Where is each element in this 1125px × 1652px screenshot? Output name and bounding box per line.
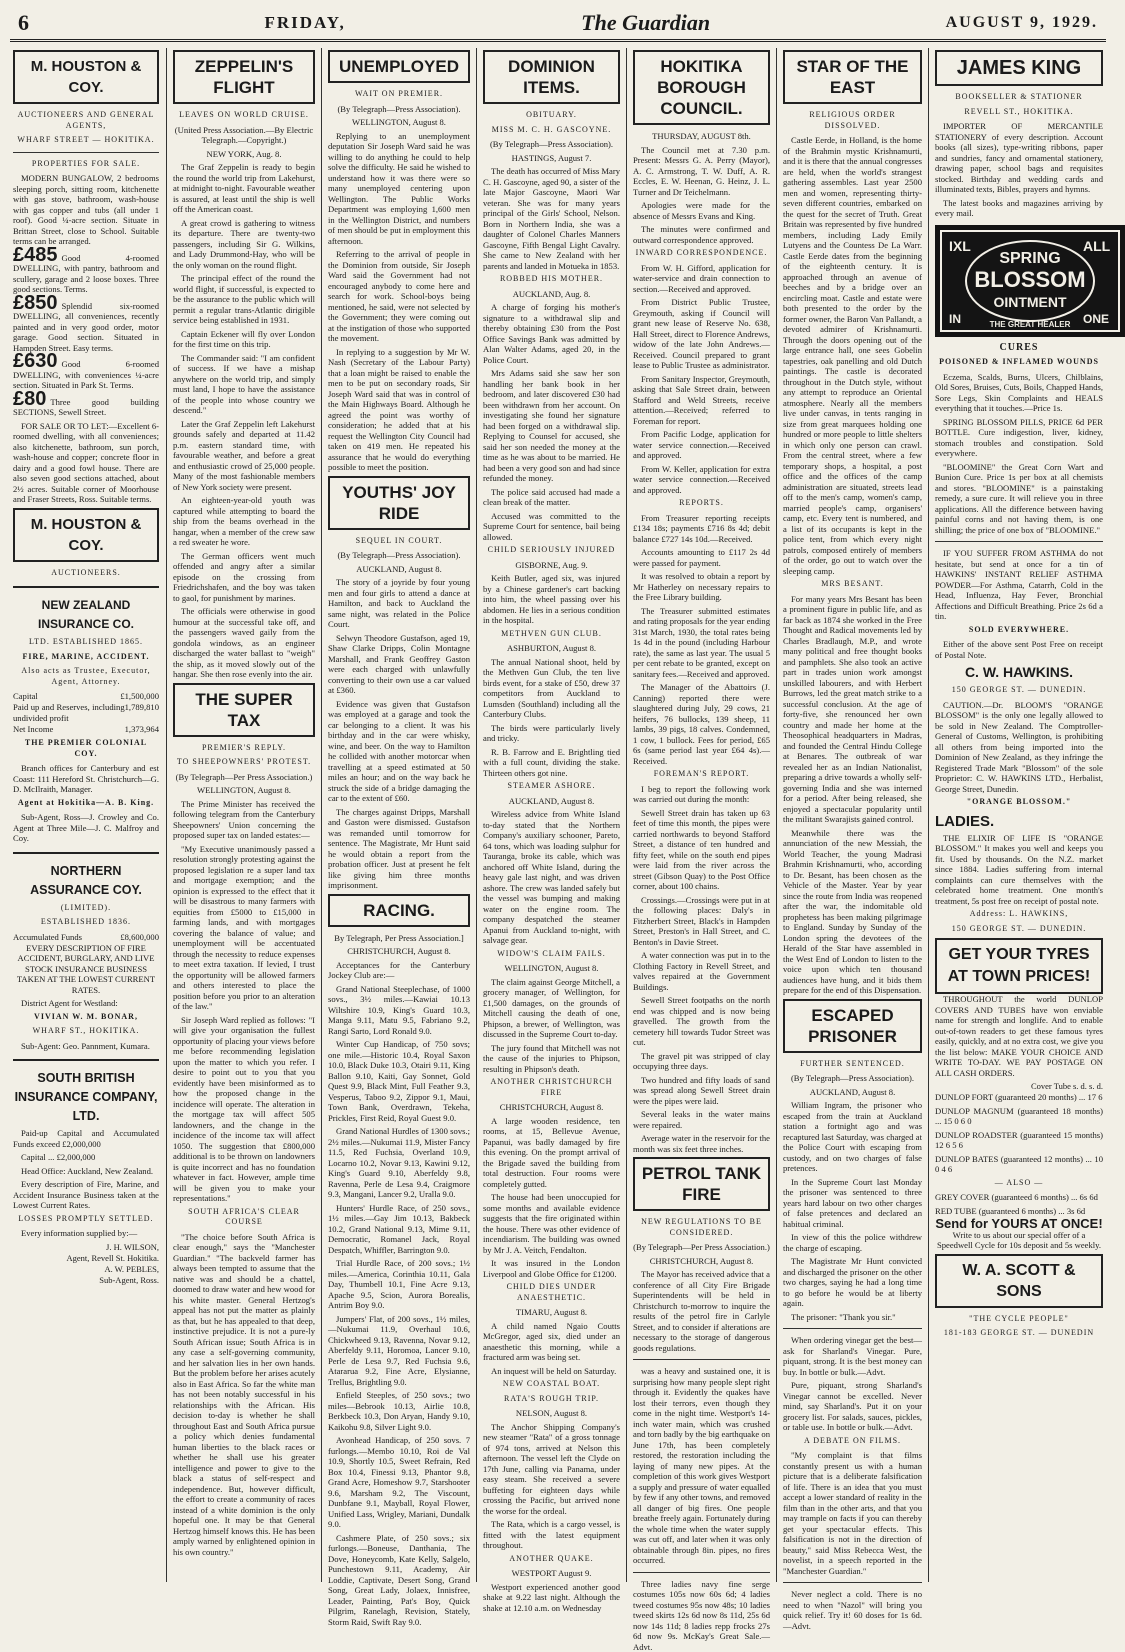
- advertisement: Three ladies navy fine serge costumes 105s now 60s 6d; 4 ladies tweed costumes 95s now 48s; 10 ladies tweed skirts 12s 6d now 8s 11d, 25s 6d now 14s 11d; 8 ladies repp frocks 27s 6d now 9s. McKay's Great Sale.—Advt.: [633, 1579, 770, 1652]
- paragraph: Enfield Steeples, of 250 sovs.; two miles—Bebrook 10.13, Airlie 10.8, Berkbeck 10.3, Don Aryan, Handy 9.10, Kaikohu 9.8, Silver Light 9.0.: [328, 1390, 470, 1432]
- tyre-also: — ALSO —: [935, 1178, 1103, 1189]
- paragraph: The jury found that Mitchell was not the cause of the injuries to Phipson, resulting in Phipson's death.: [483, 1043, 620, 1075]
- ad-hawkins: C. W. HAWKINS.: [935, 663, 1103, 682]
- paper-title: The Guardian: [581, 10, 710, 36]
- insurance-title: SOUTH BRITISH INSURANCE COMPANY, LTD.: [13, 1069, 159, 1126]
- listing: MODERN BUNGALOW, 2 bedrooms sleeping porch, sitting room, kitchenette with gas stove, bathroom, wash-house with gas copper and tubs (all under 1 roof). Good ¼-acre section. Situate in Brittan Street, close to School. Suitable terms can be arranged.: [13, 173, 159, 247]
- advertisement: The latest books and magazines arriving by every mail.: [935, 198, 1103, 219]
- funds-label: Accumulated Funds: [13, 932, 82, 943]
- ad-subtitle: AUCTIONEERS.: [13, 568, 159, 579]
- capital-row: [13, 724, 159, 735]
- paragraph: The Prime Minister has received the following telegram from the Canterbury Sheepowners' Union concerning the proposed super tax on landed estates:—: [173, 799, 315, 841]
- insurance-est: ESTABLISHED 1836.: [13, 917, 159, 928]
- tyre-row: DUNLOP BATES (guaranteed 12 months) ... 10 0 4 6: [935, 1154, 1103, 1175]
- subhead: RATA'S ROUGH TRIP.: [483, 1394, 620, 1405]
- column-3-unemployed: [323, 48, 475, 1582]
- paragraph: Winter Cup Handicap, of 750 sovs; one mile.—Historic 10.4, Royal Saxon 10.0, Black Duke 10.3, Otairi 9.11, King Ballon 9.10, Kaiti, Gay Sonnet, Gold Quest 9.9, Black Mint, Full Feather 9.3, Vesperus, Taboo 9.2, Zippor 9.1, Maui, Town Bank, Overdrawn, Tekeha, Prickles, First Reid, Royal Guest 9.0.: [328, 1039, 470, 1123]
- subhead: TO SHEEPOWNERS' PROTEST.: [173, 757, 315, 768]
- paragraph: A water connection was put in to the Clothing Factory in Revell Street, and valves repaired at the Government Buildings.: [633, 950, 770, 992]
- masthead-date: AUGUST 9, 1929.: [946, 14, 1098, 32]
- ad-subtitle: AUCTIONEERS AND GENERAL AGENTS,: [13, 110, 159, 131]
- advertisement: IF YOU SUFFER FROM ASTHMA do not hesitate, but send at once for a tin of HAWKINS' INSTANT RELIEF ASTHMA POWDER—For Asthma, Catarrh, Cold in the Head, Influenza, Hay Fever, Bronchial Affections and Difficult Breathing. Price 2s 6d a tin.: [935, 548, 1103, 622]
- paragraph: A great crowd is gathering to witness its departure. There are twenty-two passengers, including Sir G. Wilkins, and Lady Drummond-Hay, who will be the only woman on the round flight.: [173, 218, 315, 271]
- paragraph: Castle Eerde, in Holland, is the home of the Brahmin mystic Krishnamurti, and it is there that the annual congresses are held, when the world's strangest gathering assembles. Last year 2500 men and women, representing thirty-seven different countries, embarked on the quest for the secret of Truth. Great Britain was represented by five hundred members, including Lady Emily Lutyens and the Countess De La Warr. Castle Eerde dates from the beginning of the eighteenth century. It is approached through an avenue of beeches and by a bridge over an encircling moat. Castle and estate were both presented to the order by the former owner, the Baron Van Pallandt, a devoted admirer of Krishnamurti. Through the doors opening out of the large entrance hall, one sees Gobelin tapestries, oak panelling and old Dutch paintings. The castle is decorated throughout in the Dutch style, without any attempt to reproduce an Oriental atmosphere. Nearly all the members live under canvas, in tents ranging in size from great marquees holding one hundred or more people to little shelters in which only one person can crawl. From the central street, where a few temporary shops, a hospital, a post office and the offices of the camp administration are situated, streets lead off to the men's camp, women's camp, married people's camp, organisers' camp, etc. Every tent is numbered, and a list of its occupants is kept in the police tent, from which every night patrols, composed entirely of members of the order, go out to watch over the sleeping camp.: [783, 135, 922, 576]
- paragraph: The claim against George Mitchell, a grocery manager, of Wellington, for £1,500 damages, on the grounds of Mitchell causing the death of one, Phipson, a brewer, of Wellington, was discussed in the Supreme Court to-day.: [483, 977, 620, 1040]
- dateline: WELLINGTON, August 8.: [328, 117, 470, 128]
- advertisement: THE ELIXIR OF LIFE IS "ORANGE BLOSSOM." It makes you well and keeps you fit. Used by thousands. On the N.Z. market since 1884. Ladies suffering from internal complaints can cure themselves with the celebrated home treatment. One month's treatment, 5s post free on receipt of postal note.: [935, 833, 1103, 907]
- paragraph: The Commander said: "I am confident of success. If we have a mishap anywhere on the world trip, and simply must land, I hope to have the assistance of the people into whose country we descend.": [173, 353, 315, 416]
- credit: (By Telegraph—Press Association).: [328, 550, 470, 561]
- ad-address: 150 GEORGE ST. — DUNEDIN.: [935, 685, 1103, 696]
- insurance-subagent: Sub-Agent, Ross—J. Crowley and Co. Agent at Three Mile—J. C. Malfroy and Coy.: [13, 812, 159, 844]
- paragraph: Evidence was given that Gustafson was employed at a garage and took the car belonging to a client. It was his birthday and in the car were whisky, wine, and beer. On the way to Hamilton he collided with another motorcar when travelling at a speed estimated at 50 miles an hour; and on the way back he struck the side of a bridge damaging the car to the extent of £60.: [328, 699, 470, 804]
- headline: RACING.: [328, 894, 470, 927]
- listing: Good 6-roomed DWELLING, with conveniences ¼-acre section. Situated in Park St. Terms.: [13, 359, 159, 390]
- logo-tagline: THE GREAT HEALER: [990, 320, 1071, 329]
- credit: (By Telegraph—Press Association).: [328, 104, 470, 115]
- insurance-info: Every information supplied by:—: [13, 1228, 159, 1239]
- dateline: NELSON, August 8.: [483, 1408, 620, 1419]
- paragraph: From Pacific Lodge, application for water service connection.—Received and approved.: [633, 429, 770, 461]
- section-heading: PROPERTIES FOR SALE.: [13, 159, 159, 170]
- insurance-capital: Paid-up Capital and Accumulated Funds exceed £2,000,000: [13, 1128, 159, 1149]
- paragraph: "My complaint is that films constantly present us with a human picture that is a deliberate falsification of life. There is an idea that you must accept a lower standard of reality in the film than in the other arts, and that you may trample on facts if you can thereby get your spectacular effects. This falsification is not in the direction of beauty," said Miss Rebecca West, the novelist, in a speech reported in the "Manchester Guardian.": [783, 1450, 922, 1576]
- dateline: CHRISTCHURCH, August 8.: [328, 946, 470, 957]
- paragraph: William Ingram, the prisoner who escaped from the train at Auckland station a fortnight ago and was recaptured last Saturday, was charged at the Police Court with escaping from custody, and on two charges of false pretences.: [783, 1100, 922, 1174]
- dateline: CHRISTCHURCH, August 8.: [483, 1102, 620, 1113]
- insurance-est: LTD. ESTABLISHED 1865.: [13, 637, 159, 648]
- ad-ladies: LADIES.: [935, 812, 1103, 831]
- ad-title: W. A. SCOTT & SONS: [935, 1254, 1103, 1308]
- insurance-branch: Branch offices for Canterbury and est Coast: 111 Hereford St. Christchurch—G. D. McIlraith, Manager.: [13, 763, 159, 795]
- ad-address-label: Address: L. HAWKINS,: [935, 909, 1103, 920]
- agent-address: Agent, Revell St. Hokitika.: [13, 1253, 159, 1264]
- dateline: AUCKLAND, August 8.: [328, 564, 470, 575]
- headline: ESCAPED PRISONER: [783, 999, 922, 1053]
- advertisement: Write to us about our special offer of a Speedwell Cycle for 10s deposit and 5s weekly.: [935, 1230, 1103, 1251]
- paragraph: The prisoner: "Thank you sir.": [783, 1312, 922, 1323]
- paragraph: From Sanitary Inspector, Greymouth, asking that Sale Street drain, between Stafford and Weld Streets, receive attention.—Received; referred to Foreman for report.: [633, 374, 770, 427]
- credit: (By Telegraph—Press Association).: [483, 139, 620, 150]
- subhead: NEW REGULATIONS TO BE CONSIDERED.: [633, 1217, 770, 1238]
- dateline: WELLINGTON, August 8.: [173, 785, 315, 796]
- dateline: AUCKLAND, August 8.: [483, 796, 620, 807]
- subhead: ANOTHER QUAKE.: [483, 1554, 620, 1565]
- tyre-row: GREY COVER (guaranteed 6 months) ... 6s 6d: [935, 1192, 1103, 1203]
- ad-cures-sub: POISONED & INFLAMED WOUNDS: [935, 357, 1103, 368]
- headline: PETROL TANK FIRE: [633, 1157, 770, 1211]
- paragraph: The officials were otherwise in good humour at the successful take off, and the passengers waved gaily from the gondola windows, as an engineer discharged the water ballast to "weigh" the ship, as it moved slowly out of the hangar. She then rose evenly into the air.: [173, 606, 315, 680]
- listing: Splendid six-roomed DWELLING, all conveniences, recently painted and in very good order, motor garage. Good section. Situated in Hampden Street. Easy terms.: [13, 301, 159, 353]
- paragraph: In replying to a suggestion by Mr W. Nash (Secretary of the Labour Party) that a loan might be raised to enable the men to be put on secondary roads, Sir Joseph Ward said that was in control of the Main Highways Board. Although he agreed the point was worthy of consideration; he added that at his request the Wellington City Council had taken on 419 men. He repeated his assurance that he would do everything possible to meet the position.: [328, 347, 470, 473]
- subhead: METHVEN GUN CLUB.: [483, 629, 620, 640]
- paragraph: It was resolved to obtain a report by Mr Hatherley on necessary repairs to the Free Library building.: [633, 571, 770, 603]
- subhead: RELIGIOUS ORDER DISSOLVED.: [783, 110, 922, 131]
- paragraph: Westport experienced another good shake at 9.22 last night. Although the shake at 12.10 a.m. on Wednesday: [483, 1582, 620, 1614]
- logo-word-ointment: OINTMENT: [993, 294, 1067, 310]
- paragraph: Accounts amounting to £117 2s 4d were passed for payment.: [633, 547, 770, 568]
- insurance-description: EVERY DESCRIPTION OF FIRE ACCIDENT, BURGLARY, AND LIVE STOCK INSURANCE BUSINESS TAKEN AT THE LOWEST CURRENT RATES.: [13, 943, 159, 996]
- insurance-losses: LOSSES PROMPTLY SETTLED.: [13, 1214, 159, 1225]
- tyre-row: RED TUBE (guaranteed 6 months) ... 3s 6d: [935, 1206, 1103, 1217]
- paragraph: The Graf Zeppelin is ready to begin the round the world trip from Lakehurst, at midnight to-night. Favourable weather is assured, at least until the ship is well off the American coast.: [173, 162, 315, 215]
- spring-blossom-logo: [935, 225, 1125, 337]
- subhead: FOREMAN'S REPORT.: [633, 769, 770, 780]
- headline: DOMINION ITEMS.: [483, 50, 620, 104]
- subhead: A DEBATE ON FILMS.: [783, 1436, 922, 1447]
- paragraph: Trial Hurdle Race, of 200 sovs.; 1½ miles.—America, Corinthia 10.11, Gala Day, Thumbell 10.1, Fine Acre 9.13, Apache 9.5, Scion, Aurora Borealis, Antrim Boy 9.0.: [328, 1258, 470, 1311]
- insurance-kinds: FIRE, MARINE, ACCIDENT.: [13, 652, 159, 663]
- paragraph: For many years Mrs Besant has been a prominent figure in public life, and as far back as 1874 she worked in the Free Thought and Radical movements led by Charles Bradlaugh, M.P., and wrote many political and free thought books and pamphlets. She also took an active part in trades union work amongst unskilled labourers, and with Herbert Burrows, led the great match strike to a successful conclusion. At the age of forty-five, she renounced her own country and made her home at the Theosophical headquarters in Madras, and founded the Central Hindu College at Benares. The outbreak of war revealed her as an Indian Nationalist, preparing a drive towards a wholly self-governing India and she was interned for a period. After being released, she enjoyed a spectacular popularity until the militant Swarajists gained control.: [783, 594, 922, 825]
- paragraph: A charge of forging his mother's signature to a withdrawal slip and thereby obtaining £30 from the Post Office Savings Bank was admitted by Alan Walter Adams, aged 20, in the Police Court.: [483, 302, 620, 365]
- paragraph: The house had been unoccupied for some months and available evidence suggests that the fire originated within the house. There was other evidence of incendiarism. The building was owned by Mr J. A. Veitch, Fendalton.: [483, 1192, 620, 1255]
- ad-subtitle: "THE CYCLE PEOPLE": [935, 1314, 1103, 1325]
- subhead: LEAVES ON WORLD CRUISE.: [173, 110, 315, 121]
- dateline: HASTINGS, August 7.: [483, 153, 620, 164]
- paragraph: Accused was committed to the Supreme Court for sentence, bail being allowed.: [483, 511, 620, 543]
- logo-corner-tl: IXL: [949, 238, 971, 254]
- paragraph: Sir Joseph Ward replied as follows: "I will give your organisation the fullest opportunity of placing your views before me before recommending legislation upon the matter to which you refer. I desire to point out to you that you evidently have been misinformed as to how the proposed change in the incidence will operate. The alteration in the mortgage tax will affect 505 landowners, and the change in the incidence of the income tax will affect 1050. The suggestion that £800,000 additional is to be thrown on landowners is quite incorrect and has no foundation whatever in fact. However, ample time will be given you to make your representations.": [173, 1015, 315, 1204]
- paragraph: The gravel pit was stripped of clay occupying three days.: [633, 1051, 770, 1072]
- dateline: WESTPORT August 9.: [483, 1568, 620, 1579]
- listing: FOR SALE OR TO LET:—Excellent 6-roomed dwelling, with all conveniences; also kitchenette, bathroom, sun porch, wash-house and copper; concrete floor in dairy and a good fowl house. There are also seven good sections attached, about 2½ acres. Suitable corner of Moorhouse and Fraser Streets, Ross. Suitable terms.: [13, 421, 159, 505]
- insurance-note: Also acts as Trustee, Executor, Agent, Attorney.: [13, 666, 159, 687]
- paragraph: The German officers went much offended and angry after a similar episode on the crossing from Friedrichshafen, and the boy was taken to gaol, for punishment by marines.: [173, 551, 315, 604]
- funds-value: £8,600,000: [120, 932, 159, 943]
- paragraph: Two hundred and fifty loads of sand was spread along Sewell Street drain were the pipes were laid.: [633, 1075, 770, 1107]
- subagent: Sub-Agent: Geo. Pannment, Kumara.: [13, 1041, 159, 1052]
- paragraph: Wireless advice from White Island to-day stated that the Northern Company's auxiliary schooner, Pareto, 64 tons, which was loading sulphur for Tauranga, broke its cable, which was anchored off White Island, during the heavy gale last night, and was driven ashore. The crew was landed safely but the vessel was bumping and making water on the engine room. The company despatched the steamer Apanui from Auckland to-night, with salvage gear.: [483, 809, 620, 946]
- subhead: MRS BESANT.: [783, 579, 922, 590]
- logo-word-spring: SPRING: [999, 250, 1060, 267]
- dateline: WELLINGTON, August 8.: [483, 963, 620, 974]
- advertisement: THROUGHOUT the world DUNLOP COVERS AND TUBES have won enviable name for strength and longlife. And to enable out-of-town readers to get these famous tyres easily, quickly, and at no extra cost, we give you the list below: MAKE YOUR CHOICE AND WRITE TO-DAY. WE PAY POSTAGE ON ALL CASH ORDERS.: [935, 994, 1103, 1078]
- paragraph: The Rata, which is a cargo vessel, is fitted with the latest equipment throughout.: [483, 1519, 620, 1551]
- column-divider: [321, 48, 322, 1582]
- logo-corner-br: ONE: [1083, 312, 1109, 326]
- price: £630: [13, 350, 58, 372]
- paragraph: In the Supreme Court last Monday the prisoner was sentenced to three years hard labour on two other charges of false pretences and declared an habitual criminal.: [783, 1177, 922, 1230]
- paragraph: From Treasurer reporting receipts £134 18s; payments £716 8s 4d; debit balance £727 14s 10d.—Received.: [633, 513, 770, 545]
- ad-address: REVELL ST., HOKITIKA.: [935, 107, 1103, 118]
- paragraph: The story of a joyride by four young men and four girls to attend a dance at Hamilton, and back to Auckland the same night, was related in the Police Court.: [328, 577, 470, 630]
- advertisement: "BLOOMINE" the Great Corn Wart and Bunion Cure. Price 1s per box at all chemists and stores. "BLOOMINE" is a painstaking remedy, a sure cure. It will relieve you in three applications. All the difference between having painful corns and not having them, is one shilling; the price of one box of "BLOOMINE.": [935, 462, 1103, 536]
- ad-cures: CURES: [935, 343, 1103, 354]
- paragraph: Cashmere Plate, of 250 sovs.; six furlongs.—Boneuse, Danthania, The Dove, Honeycomb, Kate Kelly, Salgelo, Punchestown 9.11, Academy, Air Loddie, Captivate, Desert Song, Grand Song, Great Lady, Jolaex, Innisfree, Leader, Painting, Pat's Boy, Quick Pilgrim, Ranelagh, Revision, Stately, Storm Raid, Swift Ray 9.0.: [328, 1533, 470, 1628]
- advertisement: Either of the above sent Post Free on receipt of Postal Note.: [935, 639, 1103, 660]
- advertisement: SPRING BLOSSOM PILLS, PRICE 6d PER BOTTLE. Cure indigestion, liver, kidney, stomach troubles and constipation. Sold everywhere.: [935, 417, 1103, 459]
- column-divider: [626, 48, 627, 1582]
- paragraph: The Treasurer submitted estimates and rating proposals for the year ending 31st March, 1930, the total rates being 1s 4d in the pound (including Harbour rate), the same as last year. The usual 5 per cent rebate to be granted, except on sanitary fees.—Received and approved.: [633, 606, 770, 680]
- paragraph: Replying to an unemployment deputation Sir Joseph Ward said he was willing to do anything he could to help solve the difficulty. He said he wished to understand how it was there were so many unemployed centering upon Wellington. The Public Works Department was employing 1,600 men in the Wellington District, and numbers of men should be put in employment this afternoon.: [328, 131, 470, 247]
- capital-value: 1,373,964: [125, 724, 159, 735]
- agent-address: Sub-Agent, Ross.: [13, 1275, 159, 1286]
- ad-address: 150 GEORGE ST. — DUNEDIN.: [935, 924, 1103, 935]
- masthead-day: FRIDAY,: [264, 13, 345, 33]
- price: £850: [13, 292, 58, 314]
- paragraph: Jumpers' Flat, of 200 sovs., 1½ miles, —Nukumai 11.9, Overhaul 10.6, Chickwheed 9.13, Ravenna, Novar 9.12, Aberfeldy 9.11, Horomoa, Lancer 9.10, Perle de Lesa 9.7, Red Fuchsia 9.6, Atararua 9.2, Fine Acre, Elysianne, Trellus, Brightling 9.0.: [328, 1314, 470, 1388]
- subhead: REPORTS.: [633, 498, 770, 509]
- paragraph: An eighteen-year-old youth was captured while attempting to board the ship from the beams overhead in the hangar, when a member of the crew saw a red sweater he wore.: [173, 495, 315, 548]
- headline: HOKITIKA BOROUGH COUNCIL.: [633, 50, 770, 125]
- insurance-description: Every description of Fire, Marine, and Accident Insurance Business taken at the Lowest Current Rates.: [13, 1179, 159, 1211]
- paragraph: The police said accused had made a clean break of the matter.: [483, 487, 620, 508]
- advertisement: When ordering vinegar get the best—ask for Sharland's Vinegar. Pure, piquant, strong. It is the best money can buy. In bottle or bulk.—Advt.: [783, 1335, 922, 1377]
- subhead: ROBBED HIS MOTHER.: [483, 274, 620, 285]
- masthead: [10, 6, 1106, 42]
- column-1-houston-ads: [8, 48, 164, 1582]
- agent-address: WHARF ST., HOKITIKA.: [13, 1026, 159, 1037]
- paragraph: Mrs Adams said she saw her son handling her bank book in her bedroom, and later discovered £30 had been withdrawn from her account. On investigating she found her signature had been forged on a withdrawal slip. Replying to Counsel for accused, she said her son needed the money at the time as he was about to be married. He had been a very good son and had since refunded the money.: [483, 368, 620, 484]
- subhead: SEQUEL IN COURT.: [328, 536, 470, 547]
- credit: By Telegraph, Per Press Association.]: [328, 933, 470, 944]
- column-2-zeppelin: [168, 48, 320, 1582]
- capital-label: Paid up and Reserves, including undivided profit: [13, 702, 125, 724]
- column-divider: [166, 48, 167, 1582]
- ad-call-to-action: Send for YOURS AT ONCE!: [935, 1219, 1103, 1230]
- listing: Three good building SECTIONS, Sewell Street.: [13, 397, 159, 418]
- subhead: PREMIER'S REPLY.: [173, 743, 315, 754]
- ad-title: M. HOUSTON & COY.: [13, 508, 159, 562]
- paragraph: The principal effect of the round the world flight, if successful, is expected to be the assurance to the public which will permit a regular trans-Atlantic dirigible service being established in 1931.: [173, 273, 315, 326]
- paragraph: The Council met at 7.30 p.m. Present: Messrs G. A. Perry (Mayor), A. C. Armstrong, T. W. Duff, A. R. Eccles, E. W. Heenan, G. Heinz, J. L. Turner and Dr Teichelmann.: [633, 145, 770, 198]
- column-6-star-of-the-east: [778, 48, 927, 1582]
- ad-orange-blossom: "ORANGE BLOSSOM.": [935, 797, 1103, 808]
- paragraph: Acceptances for the Canterbury Jockey Club are:—: [328, 960, 470, 981]
- credit: (United Press Association.—By Electric Telegraph.—Copyright.): [173, 125, 315, 146]
- paragraph: Referring to the arrival of people in the Dominion from outside, Sir Joseph Ward said the Government had not encouraged anybody to come here and search for work. School-boys being mentioned, he said, were not selected by the Government; they were coming out at the instigation of those who supported the movement.: [328, 249, 470, 344]
- dateline: NEW YORK, Aug. 8.: [173, 149, 315, 160]
- insurance-tagline: THE PREMIER COLONIAL COY.: [13, 738, 159, 759]
- capital-row: [13, 702, 159, 724]
- agent-name: VIVIAN W. M. BONAR,: [13, 1012, 159, 1023]
- paragraph: Later the Graf Zeppelin left Lakehurst grounds safely and departed at 11.42 p.m. eastern standard time, with favourable weather, and before a great and enthusiastic crowd of 25,000 people. Many of the most fashionable members of New York society were present.: [173, 419, 315, 493]
- subhead: INWARD CORRESPONDENCE.: [633, 248, 770, 259]
- paragraph: The birds were particularly lively and tricky.: [483, 723, 620, 744]
- paragraph: In view of this the police withdrew the charge of escaping.: [783, 1232, 922, 1253]
- subhead: OBITUARY.: [483, 110, 620, 121]
- capital-label: Net Income: [13, 724, 53, 735]
- ad-subtitle: BOOKSELLER & STATIONER: [935, 92, 1103, 103]
- paragraph: Crossings.—Crossings were put in at the following places: Daly's in Fitzherbert Street, Black's in Hampden Street, Preston's in Hall Street, and C. Benton's in Davie Street.: [633, 895, 770, 948]
- dateline: CHRISTCHURCH, August 8.: [633, 1256, 770, 1267]
- ad-address: WHARF STREET — HOKITIKA.: [13, 135, 159, 146]
- paragraph: Keith Butler, aged six, was injured by a Chinese gardener's cart backing into him, the wheel passing over his abdomen. He lies in a serious condition in the hospital.: [483, 573, 620, 626]
- dateline: AUCKLAND, Aug. 8.: [483, 289, 620, 300]
- column-divider: [776, 48, 777, 1582]
- dateline: AUCKLAND, August 8.: [783, 1087, 922, 1098]
- paragraph: Meanwhile there was the annunciation of the new Messiah, the World Teacher, the young Madrasi Brahmin Krishnamurti, who, according to Dr. Besant, has been chosen as the Vehicle of the Master. Year by year since the route from India was reopened after the war, the indomitable old prophetess has been making pilgrimage to England. Sunday by Sunday of the London spring the devotees of the Herald of the Star have assembled in the West End of London to listen to the voice upon which ten thousand audiences have hung, and it bids them prepare for the end of this Dispensation.: [783, 828, 922, 996]
- paragraph: I beg to report the following work was carried out during the month:: [633, 784, 770, 805]
- ad-sold: SOLD EVERYWHERE.: [935, 625, 1103, 636]
- listing: Good 4-roomed DWELLING, with pantry, bathroom and scullery, garage and 2 loose boxes. Three good sections. Terms.: [13, 253, 159, 295]
- tyres-headline: GET YOUR TYRES AT TOWN PRICES!: [935, 938, 1103, 994]
- subhead: NEW COASTAL BOAT.: [483, 1379, 620, 1390]
- paragraph: was a heavy and sustained one, it is surprising how many people slept right through it. Evidently the quakes have lost their terrors, even though they come in the night time. Westport's 14-inch water main, which was crushed and torn badly by the big earthquake on June 17th, has been completely restored, the restoration including the laying of many new pipes. At the completion of this work gives Westport a supply and pressure of water equalled by few if any other towns, and removed all danger of big fires. One people breathe freely again. Fortunately during the whole time when the water supply was cut off, and later when it was only obtainable through 8in. pipes, no fires occurred.: [633, 1366, 770, 1566]
- capital-value: 1,789,810: [125, 702, 159, 724]
- insurance-ltd: (LIMITED).: [13, 903, 159, 914]
- paragraph: A large wooden residence, ten rooms, at 15, Bellevue Avenue, Papanui, was badly damaged by fire this evening. On the prompt arrival of the Brigade saved the building from total destruction. Four rooms were completely gutted.: [483, 1116, 620, 1190]
- insurance-agent: Agent at Hokitika—A. B. King.: [13, 798, 159, 809]
- price: £485: [13, 244, 58, 266]
- paragraph: R. B. Farrow and E. Brightling tied with a full count, dividing the stake. Thirteen others got nine.: [483, 747, 620, 779]
- subhead: WIDOW'S CLAIM FAILS.: [483, 949, 620, 960]
- subhead: FURTHER SENTENCED.: [783, 1059, 922, 1070]
- subhead: MISS M. C. H. GASCOYNE.: [483, 125, 620, 136]
- headline: THE SUPER TAX: [173, 683, 315, 737]
- paragraph: The Magistrate Mr Hunt convicted and discharged the prisoner on the other two charges, saying he had a long time to go before he would be at liberty again.: [783, 1256, 922, 1309]
- subhead: CHILD DIES UNDER ANAESTHETIC.: [483, 1282, 620, 1303]
- tyre-row: DUNLOP FORT (guaranteed 20 months) ... 17 6: [935, 1092, 1103, 1103]
- paragraph: The minutes were confirmed and outward correspondence approved.: [633, 224, 770, 245]
- column-divider: [476, 48, 477, 1582]
- logo-corner-tr: ALL: [1083, 238, 1111, 254]
- agent-name: J. H. WILSON,: [13, 1242, 159, 1253]
- paragraph: Grand National Hurdles of 1300 sovs.; 2½ miles.—Nukumai 11.9, Mister Fancy 11.5, Red Fuchsia, Overland 10.9, Locarno 10.2, Novar 9.13, Kawini 9.12, King's Guard 9.10, Aberfeldy 9.8, Ravenna, Perle de Lesa 9.4, Craigmore 9.3, Mangani, Lancer 9.2, Uralla 9.0.: [328, 1126, 470, 1200]
- insurance-office: Head Office: Auckland, New Zealand.: [13, 1166, 159, 1177]
- paragraph: Selwyn Theodore Gustafson, aged 19, Shaw Clarke Dripps, Colin Montagne Marshall, and Frank Geoffrey Gaston were each charged with unlawfully converting to their own use a car valued at £360.: [328, 633, 470, 696]
- paragraph: From District Public Trustee, Greymouth, asking if Council will grant new lease of Reserve No. 638, Hall Street, direct to Florence Andrews, widow of the late John Andrews.—Received. Council prepared to grant lease to Public Trustee as administrator.: [633, 297, 770, 371]
- column-7-advertisements: [930, 48, 1108, 1582]
- paragraph: The Manager of the Abattoirs (J. Canning) reported there were slaughtered during July, 29 cows, 21 heifers, 76 bullocks, 139 sheep, 11 lambs, 39 pigs, 18 calves. Condemned, 1 cow, 1 bullock. Fees for period, £65 6s (same period last year £64 4s).—Received.: [633, 682, 770, 766]
- capital-value: £1,500,000: [120, 691, 159, 702]
- credit: (By Telegraph—Per Press Association.): [173, 772, 315, 783]
- advertisement: IMPORTER OF MERCANTILE STATIONERY of every description. Account books (all sizes), type-writing ribbons, paper and sundries, fancy and ornamental stationery, drawing paper, school bags and requisites stocked. Birthday and wedding cards and illuminated texts, Bibles, prayers and hymns.: [935, 121, 1103, 195]
- agent-label: District Agent for Westland:: [13, 998, 159, 1009]
- logo-word-blossom: BLOSSOM: [974, 267, 1085, 292]
- insurance-capital: Capital ... £2,000,000: [13, 1152, 159, 1163]
- paragraph: It was insured in the London Liverpool and Globe Office for £1200.: [483, 1258, 620, 1279]
- advertisement: Never neglect a cold. There is no need to when "Nazol" will bring you quick relief. Try it! 60 doses for 1s 6d.—Advt.: [783, 1589, 922, 1631]
- advertisement: CAUTION.—Dr. BLOOM'S "ORANGE BLOSSOM" is the only one legally allowed to be sold in New Zealand. The Comptroller-General of Customs, Wellington, is prohibiting all others from being imported into the Dominion of New Zealand, as they infringe the Registered Trade Mark "Blossom" of the sole Proprietor: C. W. HAWKINS LTD., Herbalist, George Street, Dunedin.: [935, 700, 1103, 795]
- ointment-logo-graphic: [935, 225, 1125, 337]
- capital-row: [13, 691, 159, 702]
- agent-name: A. W. PEBLES,: [13, 1264, 159, 1275]
- paragraph: Grand National Steeplechase, of 1000 sovs., 3½ miles.—Kawiai 10.13 Wiltshire 10.9, King's Guard 10.3, Manga 9.11, Matu 9.5, Fabriano 9.2, Rangi Sarto, Lord Ronald 9.0.: [328, 984, 470, 1037]
- column-5-borough-council: [628, 48, 775, 1582]
- ad-title: M. HOUSTON & COY.: [13, 50, 159, 104]
- logo-corner-bl: IN: [949, 312, 961, 326]
- headline: ZEPPELIN'S FLIGHT: [173, 50, 315, 104]
- paragraph: The death has occurred of Miss Mary C. H. Gascoyne, aged 90, a sister of the late Major Gascoyne, Maori War veteran. She was for many years principal of the Girls' School, Nelson. Born in Northern India, she was a daughter of Colonel Charles Manners Gascoyne, Fifth Bengal Light Cavalry. She came to New Zealand with her parents and landed in Motueka in 1853.: [483, 166, 620, 271]
- ad-title: JAMES KING: [935, 50, 1103, 86]
- paragraph: The Mayor has received advice that a conference of all City Fire Brigade Superintendents will be held in Christchurch to-morrow to inquire the results of the petrol fire in Carlyle Street, and to consider if alterations are necessary to the storage of dangerous goods regulations.: [633, 1269, 770, 1353]
- paragraph: The Anchor Shipping Company's new steamer "Rata" of a gross tonnage of 974 tons, arrived at Nelson this afternoon. The vessel left the Clyde on 17th June, calling via Panama, under easy steam. She received a severe buffeting for eighteen days while crossing the Pacific, but arrived none the worse for the ordeal.: [483, 1422, 620, 1517]
- insurance-title: NORTHERN ASSURANCE COY.: [13, 862, 159, 900]
- credit: (By Telegraph—Per Press Association.): [633, 1242, 770, 1253]
- advertisement: Pure, piquant, strong Sharland's Vinegar cannot be excelled. Never mind, say Sharland's. Put it on your grocery list. For salads, sauces, pickles, or table use. In bottle or bulk.—Advt.: [783, 1380, 922, 1433]
- paragraph: Apologies were made for the absence of Messrs Evans and King.: [633, 200, 770, 221]
- paragraph: The charges against Dripps, Marshall and Gaston were dismissed. Gustafson was remanded until tomorrow for sentence. The Magistrate, Mr Hunt said he would obtain a report from the probation officer. Just at present he felt like giving him three months imprisonment.: [328, 807, 470, 891]
- tyre-row: DUNLOP ROADSTER (guaranteed 15 months) 12 6 5 6: [935, 1130, 1103, 1151]
- ad-address: 181-183 GEORGE ST. — DUNEDIN: [935, 1328, 1103, 1339]
- price: £80: [13, 388, 46, 410]
- subhead: STEAMER ASHORE.: [483, 781, 620, 792]
- paragraph: Sewell Street footpaths on the north end was chipped and is now being gravelled. The growth from the cemetery hill towards Tudor Street was cut.: [633, 995, 770, 1048]
- subhead: WAIT ON PREMIER.: [328, 89, 470, 100]
- dateline: THURSDAY, AUGUST 8th.: [633, 131, 770, 142]
- insurance-title: NEW ZEALAND INSURANCE CO.: [13, 596, 159, 634]
- credit: (By Telegraph—Press Association).: [783, 1073, 922, 1084]
- funds-row: [13, 932, 159, 943]
- paragraph: "The choice before South Africa is clear enough," says the "Manchester Guardian." "The backveld farmer has always been tempted to assume that the native was and should be a chattel, doomed to draw water and hew wood for his white master. General Hertzog's appeal has not put the matter as plainly as that, but he has appealed to that deep, instinctive prejudice. It is not a pure-ly South African issue; South Africa is in any case a self-governing community, and her salvation lies in her own hands. But the problem before her arises acutely also in East Africa. So far the white man has not been notably successful in his relationships with the African. His decision to-day is whether he shall throughout East and South Africa pursue a policy which denies fundamental human liberties to the black races or whether he shall use his greater intelligence and power to give to the black a status of self-respect and independence. But, however difficult, the effort to create a community of races instead of a white dominion is the only hopeful one. It may be that General Hertzog himself knows this. He has been amply warned by enlightened opinion in his own country.": [173, 1232, 315, 1558]
- headline: YOUTHS' JOY RIDE: [328, 476, 470, 530]
- paragraph: Hunters' Hurdle Race, of 250 sovs., 1½ miles.—Gay Jim 10.13, Bakbeck 10.2, Grand National 9.13, Mime 9.11, Democratic, Romanel Jack, Royal Despatch, Whiffler, Barrington 9.0.: [328, 1203, 470, 1256]
- dateline: GISBORNE, Aug. 9.: [483, 560, 620, 571]
- headline: UNEMPLOYED: [328, 50, 470, 83]
- paragraph: Average water in the reservoir for the month was six feet three inches.: [633, 1133, 770, 1154]
- paragraph: An inquest will be held on Saturday.: [483, 1366, 620, 1377]
- tyre-table-header: Cover Tube s. d. s. d.: [935, 1081, 1103, 1092]
- paragraph: From W. Keller, application for extra water service connection.—Received and approved.: [633, 464, 770, 496]
- paragraph: From W. H. Gifford, application for water-service and drain connection to section.—Received and approved.: [633, 263, 770, 295]
- paragraph: "My Executive unanimously passed a resolution strongly protesting against the proposed legislation re a super land tax and mortgage exemption; and the opinion is expressed to the effect that it will be disastrous to many farmers with equities from £5000 to £15,000 in farming lands, and with mortgages covering the balance of value; and unemployment will be accentuated through the necessity to reduce expenses to meet extra taxation. If levied, I trust the opportunity will be allowed farmers and others interested to place the position before you prior to an alteration of the law.": [173, 844, 315, 1012]
- paragraph: Several leaks in the water mains were repaired.: [633, 1109, 770, 1130]
- advertisement: Eczema, Scalds, Burns, Ulcers, Chilblains, Old Sores, Bruises, Cuts, Boils, Chapped Hands, Sore Legs, Skin Complaints and HEALS everything that it touches.—Price 1s.: [935, 372, 1103, 414]
- subhead: SOUTH AFRICA'S CLEAR COURSE: [173, 1207, 315, 1228]
- subhead: CHILD SERIOUSLY INJURED: [483, 545, 620, 556]
- capital-label: Capital: [13, 691, 38, 702]
- dateline: ASHBURTON, August 8.: [483, 643, 620, 654]
- tyre-row: DUNLOP MAGNUM (guaranteed 18 months) ... 15 0 6 0: [935, 1106, 1103, 1127]
- paragraph: Sewell Street drain has taken up 63 feet of time this month, the pipes were carried northwards to beyond Stafford Street, a distance of ten hundred and fifty feet, while on the south end pipes were laid from the river across the street (Gibson Quay) to the Post Office corner, about 100 chains.: [633, 808, 770, 892]
- paragraph: The annual National shoot, held by the Methven Gun Club, the ten live birds event, for a stake of £50, drew 37 competitors from Auckland to Lumsden (Southland) including all the Canterbury Clubs.: [483, 657, 620, 720]
- paragraph: A child named Ngaio Coutts McGregor, aged six, died under an anaesthetic this morning, while a fractured arm was being set.: [483, 1321, 620, 1363]
- page-number: 6: [18, 10, 29, 36]
- headline: STAR OF THE EAST: [783, 50, 922, 104]
- subhead: ANOTHER CHRISTCHURCH FIRE: [483, 1077, 620, 1098]
- paragraph: Avonhead Handicap, of 250 sovs. 7 furlongs.—Membo 10.10, Roi de Val 10.9, Shortly 10.5, Sweet Refrain, Red Box 10.4, Finessi 9.13, Phantor 9.8, Grand Acre, Homeshow 9.7, Starshooter 9.6, Marsham 9.2, The Viscount, Dunbfane 9.1, Mayball, Royal Flower, Unified Lass, Wrigley, Mariani, Dundalk 9.0.: [328, 1435, 470, 1530]
- dateline: TIMARU, August 8.: [483, 1307, 620, 1318]
- column-4-dominion-items: [478, 48, 625, 1582]
- paragraph: Captain Eckener will fly over London for the first time on this trip.: [173, 329, 315, 350]
- column-divider: [928, 48, 929, 1582]
